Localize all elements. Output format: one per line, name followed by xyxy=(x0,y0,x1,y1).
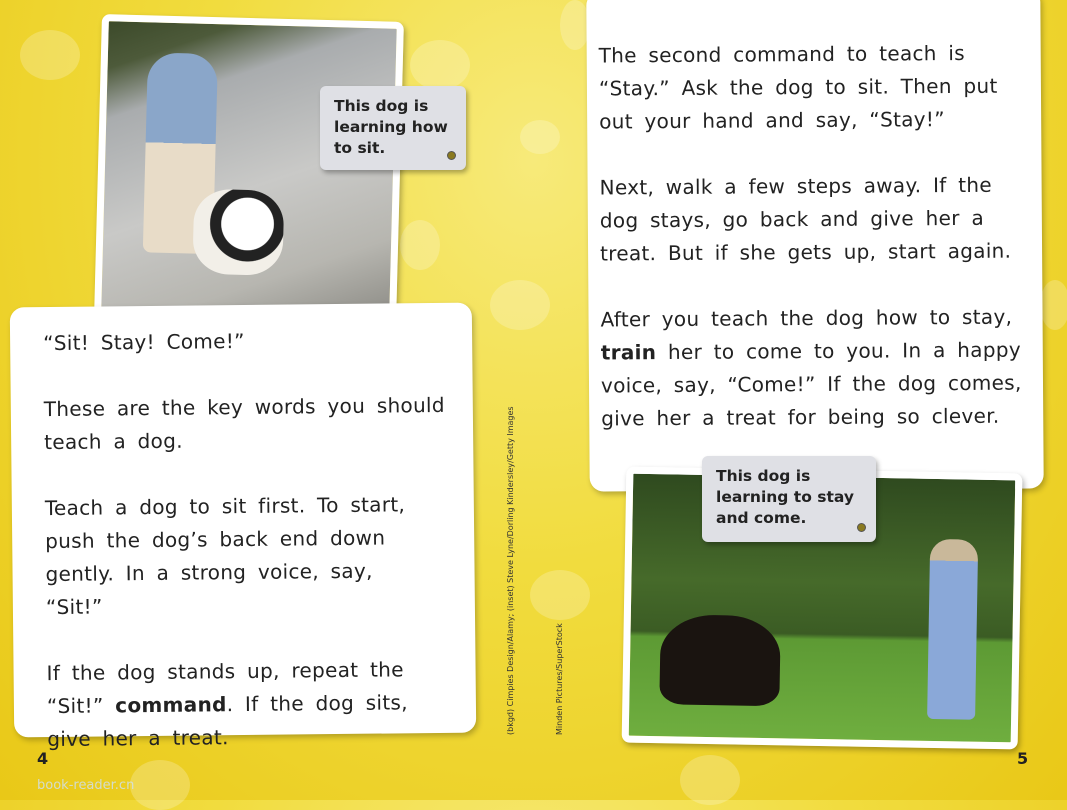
paragraph xyxy=(46,653,417,756)
paragraph: The second command to teach is “Stay.” Ask the dog to sit. Then put out your hand and say, “Stay!” xyxy=(598,40,998,134)
caption-line: and come. xyxy=(716,509,807,527)
woman-figure xyxy=(927,539,978,720)
paragraph: Next, walk a few steps away. If the dog stays, go back and give her a treat. But if she gets up, start again. xyxy=(599,172,1012,266)
photo-caption-right xyxy=(702,456,876,542)
left-text-card xyxy=(10,303,476,752)
text: . If the dog sits, give her a treat. xyxy=(47,690,408,752)
dog-figure xyxy=(659,614,781,706)
text: her to come to you. In a happy voice, say, “Come!” If the dog comes, give her a treat for being so clever. xyxy=(600,337,1022,431)
hole-icon xyxy=(857,523,866,532)
page-number-right: 5 xyxy=(1017,749,1029,768)
vocab-word: train xyxy=(600,340,657,365)
caption-line: This dog is xyxy=(716,467,811,485)
text: After you teach the dog how to stay, xyxy=(600,304,1013,332)
vocab-word: command xyxy=(115,692,227,718)
watermark: book-reader.cn xyxy=(37,778,135,793)
right-text-card xyxy=(586,0,1043,492)
caption-line: to sit. xyxy=(334,139,386,157)
caption-line: learning to stay xyxy=(716,488,854,506)
text: If the dog stands up, repeat the “Sit!” xyxy=(46,657,404,719)
dog-figure xyxy=(192,189,284,276)
paragraph: These are the key words you should teach a dog. xyxy=(43,392,445,455)
caption-line: This dog is xyxy=(334,97,429,115)
paragraph xyxy=(600,301,1029,436)
paragraph: “Sit! Stay! Come!” xyxy=(43,328,245,356)
paragraph: Teach a dog to sit first. To start, push the dog’s back end down gently. In a strong voice, say, “Sit!” xyxy=(44,492,406,620)
page-number-left: 4 xyxy=(37,749,49,768)
photo-credit: (bkgd) Cimpies Design/Alamy; (inset) Steve Lyne/Dorling Kindersley/Getty Images xyxy=(506,406,515,735)
hole-icon xyxy=(447,151,456,160)
caption-line: learning how xyxy=(334,118,448,136)
photo-caption-left xyxy=(320,86,466,170)
photo-credit: Minden Pictures/SuperStock xyxy=(555,623,564,735)
